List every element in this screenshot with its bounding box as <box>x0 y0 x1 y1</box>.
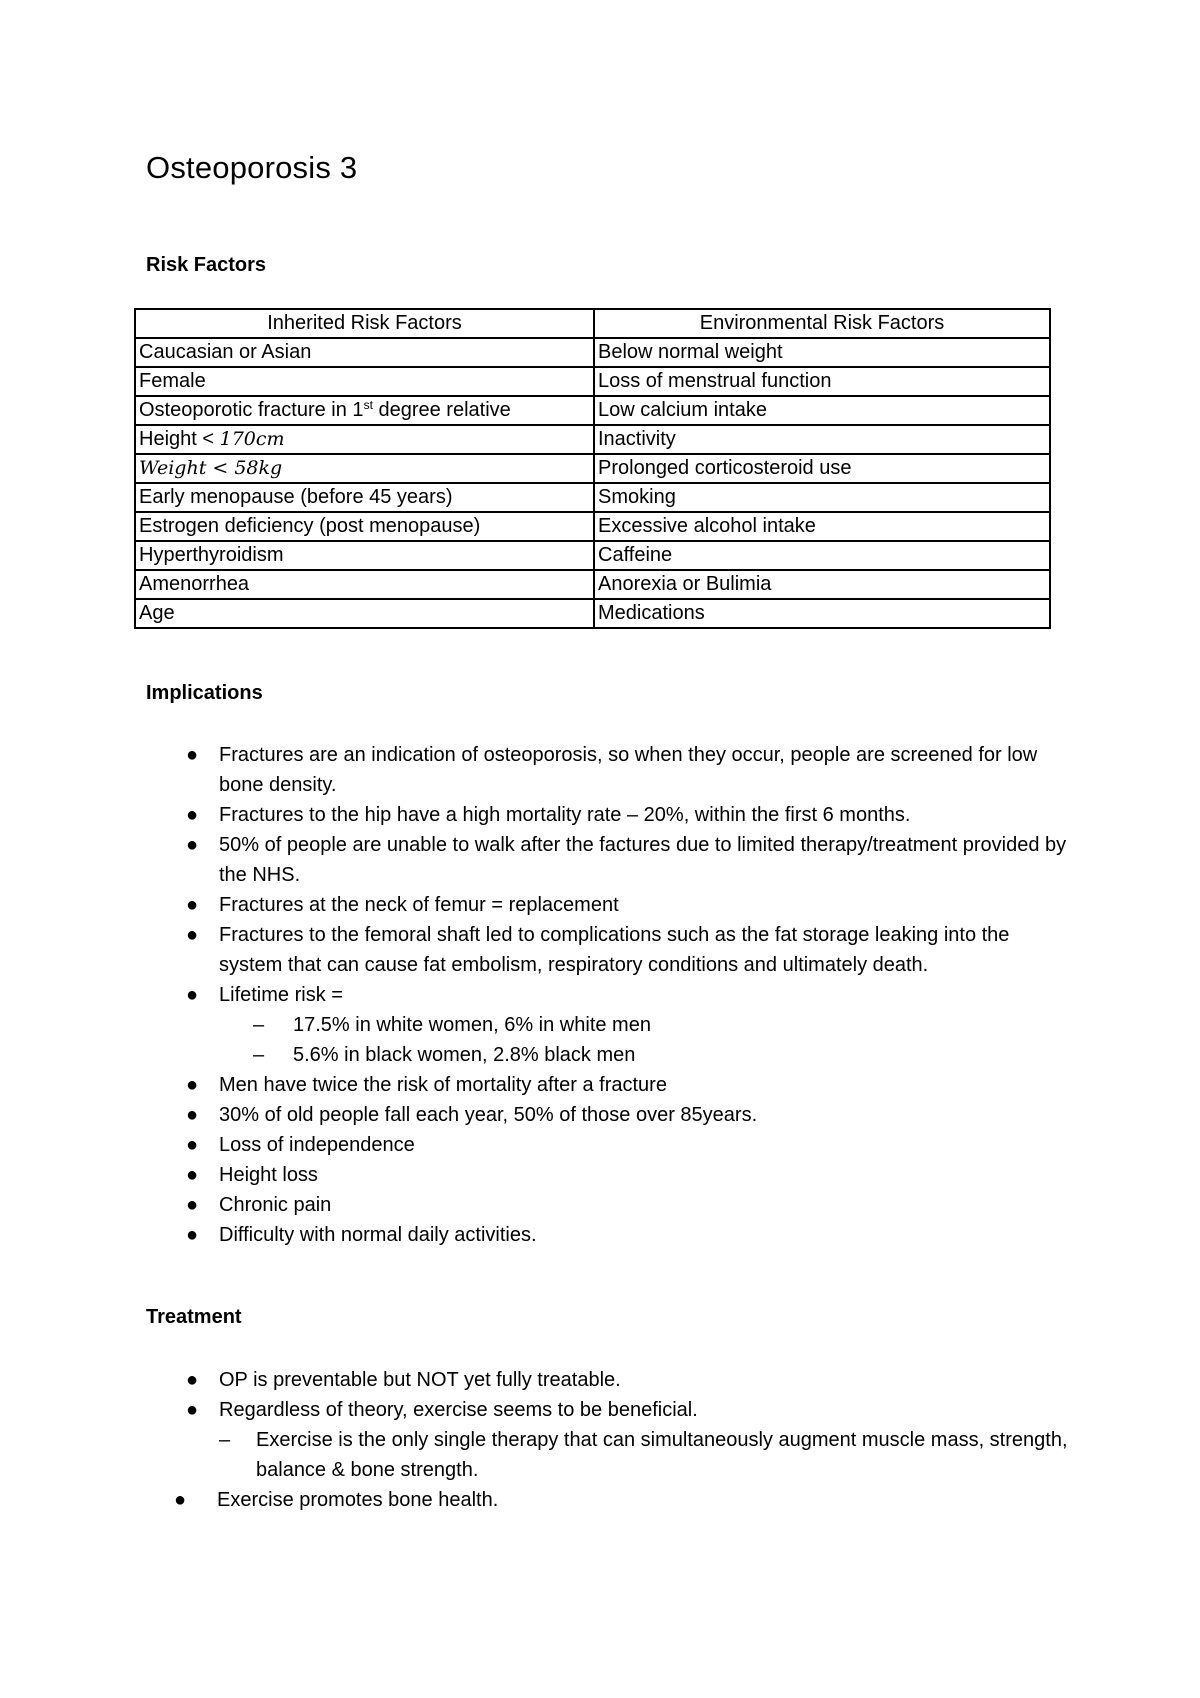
bullet-icon: ● <box>186 1194 199 1216</box>
table-row <box>135 541 1050 570</box>
list-item-text: 30% of old people fall each year, 50% of those over 85years. <box>219 1104 758 1126</box>
treatment-list <box>0 1365 1080 1515</box>
list-item <box>0 980 1080 1070</box>
list-item-text: Lifetime risk = <box>219 984 343 1006</box>
list-item <box>0 1220 1080 1250</box>
table-cell: Loss of menstrual function <box>594 367 1050 396</box>
table-header-row <box>135 309 1050 338</box>
page-title: Osteoporosis 3 <box>146 150 358 185</box>
list-item-text: 50% of people are unable to walk after the factures due to limited therapy/treatment provided by the NHS. <box>219 834 1067 886</box>
implications-list <box>0 740 1080 1250</box>
table-cell: Anorexia or Bulimia <box>594 570 1050 599</box>
bullet-icon: ● <box>186 1074 199 1096</box>
bullet-icon: ● <box>186 1134 199 1156</box>
list-item <box>0 1485 1080 1515</box>
table-cell: Medications <box>594 599 1050 628</box>
lifetime-risk-sublist <box>219 1010 1080 1070</box>
table-cell: Excessive alcohol intake <box>594 512 1050 541</box>
sub-list-item <box>0 1040 1080 1070</box>
sub-list-item-text: 17.5% in white women, 6% in white men <box>293 1014 651 1036</box>
table-cell: Hyperthyroidism <box>135 541 594 570</box>
bullet-icon: ● <box>186 984 199 1006</box>
bullet-icon: ● <box>186 1164 199 1186</box>
dash-icon: – <box>253 1044 265 1066</box>
cell-text-tail: degree relative <box>372 399 511 421</box>
list-item <box>0 1395 1080 1485</box>
sub-list-item-text: Exercise is the only single therapy that can simultaneously augment muscle mass, strength, balance & bone strength. <box>256 1429 1068 1481</box>
cell-text-italic: 170cm <box>219 428 285 450</box>
list-item-text: Regardless of theory, exercise seems to be beneficial. <box>219 1399 698 1421</box>
table-cell: Low calcium intake <box>594 396 1050 425</box>
list-item <box>0 830 1080 890</box>
sub-list-item <box>0 1425 1080 1485</box>
table-row <box>135 599 1050 628</box>
bullet-icon: ● <box>186 804 199 826</box>
list-item-text: Difficulty with normal daily activities. <box>219 1224 537 1246</box>
risk-factors-table <box>134 308 1051 629</box>
list-item <box>0 1190 1080 1220</box>
list-item-text: Exercise promotes bone health. <box>217 1489 499 1511</box>
table-cell <box>135 396 594 425</box>
list-item <box>0 1100 1080 1130</box>
table-row <box>135 512 1050 541</box>
bullet-icon: ● <box>186 1399 199 1421</box>
cell-text-italic: Weight < 58kg <box>139 457 283 479</box>
list-item-text: Fractures to the femoral shaft led to complications such as the fat storage leaking into the system that can cause fat embolism, respiratory conditions and ultimately death. <box>219 924 1010 976</box>
list-item <box>0 800 1080 830</box>
dash-icon: – <box>219 1429 231 1451</box>
table-cell: Estrogen deficiency (post menopause) <box>135 512 594 541</box>
list-item <box>0 890 1080 920</box>
list-item-text: Loss of independence <box>219 1134 415 1156</box>
table-row <box>135 367 1050 396</box>
cell-text: Height < <box>139 428 220 450</box>
list-item-text: OP is preventable but NOT yet fully treatable. <box>219 1369 621 1391</box>
list-item <box>0 1130 1080 1160</box>
list-item-text: Fractures at the neck of femur = replacement <box>219 894 619 916</box>
table-row <box>135 396 1050 425</box>
list-item-text: Men have twice the risk of mortality after a fracture <box>219 1074 667 1096</box>
implications-heading: Implications <box>146 682 263 704</box>
table-cell: Caucasian or Asian <box>135 338 594 367</box>
table-cell: Prolonged corticosteroid use <box>594 454 1050 483</box>
list-item <box>0 1070 1080 1100</box>
bullet-icon: ● <box>186 1224 199 1246</box>
table-cell: Caffeine <box>594 541 1050 570</box>
bullet-icon: ● <box>186 894 199 916</box>
table-cell: Age <box>135 599 594 628</box>
table-cell: Female <box>135 367 594 396</box>
bullet-icon: ● <box>186 924 199 946</box>
sub-list-item <box>0 1010 1080 1040</box>
table-cell: Below normal weight <box>594 338 1050 367</box>
table-cell <box>135 425 594 454</box>
table-cell: Smoking <box>594 483 1050 512</box>
list-item <box>0 1365 1080 1395</box>
table-cell: Inactivity <box>594 425 1050 454</box>
bullet-icon: ● <box>186 744 199 766</box>
column-header-environmental: Environmental Risk Factors <box>594 309 1050 338</box>
table-cell <box>135 454 594 483</box>
table-cell: Amenorrhea <box>135 570 594 599</box>
superscript: st <box>363 398 373 412</box>
list-item <box>0 1160 1080 1190</box>
list-item-text: Fractures to the hip have a high mortality rate – 20%, within the first 6 months. <box>219 804 911 826</box>
sub-list-item-text: 5.6% in black women, 2.8% black men <box>293 1044 636 1066</box>
risk-factors-heading: Risk Factors <box>146 254 267 276</box>
exercise-sublist <box>219 1425 1080 1485</box>
table-row <box>135 570 1050 599</box>
table-row <box>135 338 1050 367</box>
list-item <box>0 740 1080 800</box>
bullet-icon: ● <box>186 1104 199 1126</box>
list-item-text: Height loss <box>219 1164 318 1186</box>
table-row <box>135 454 1050 483</box>
table-row <box>135 483 1050 512</box>
column-header-inherited: Inherited Risk Factors <box>135 309 594 338</box>
list-item-text: Fractures are an indication of osteoporosis, so when they occur, people are screened for low bone density. <box>219 744 1038 796</box>
treatment-heading: Treatment <box>146 1306 242 1328</box>
bullet-icon: ● <box>186 834 199 856</box>
list-item-text: Chronic pain <box>219 1194 332 1216</box>
bullet-icon: ● <box>186 1369 199 1391</box>
table-cell: Early menopause (before 45 years) <box>135 483 594 512</box>
table-row <box>135 425 1050 454</box>
bullet-icon: ● <box>174 1489 187 1511</box>
dash-icon: – <box>253 1014 265 1036</box>
list-item <box>0 920 1080 980</box>
cell-text: Osteoporotic fracture in 1 <box>139 399 364 421</box>
